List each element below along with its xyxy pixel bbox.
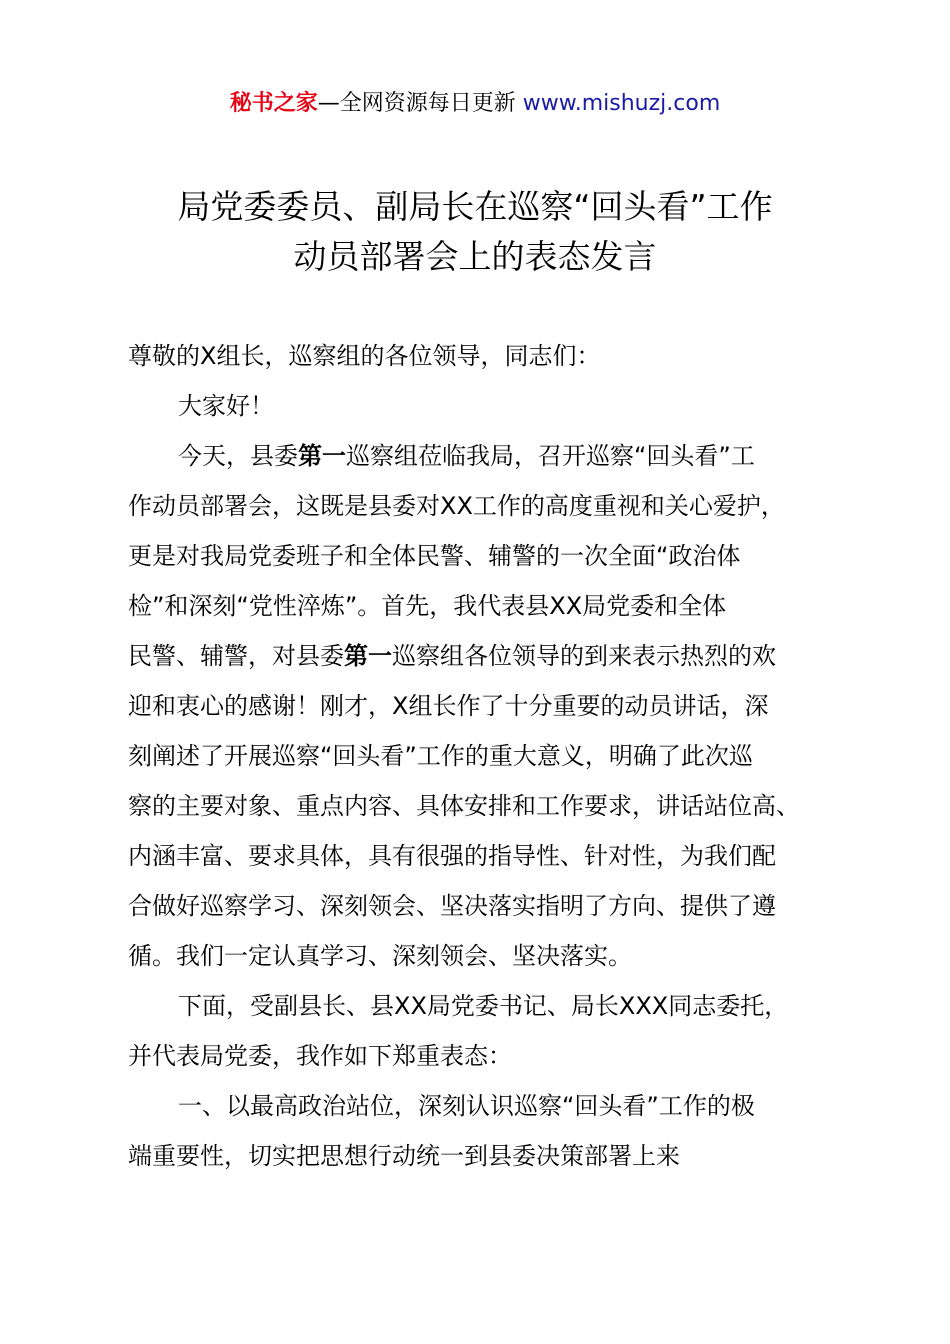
paragraph-line bbox=[128, 431, 860, 481]
bold-text-run: 第一 bbox=[298, 442, 346, 470]
title-line-2: 动员部署会上的表态发言 bbox=[293, 237, 657, 276]
text-run: 巡察组莅临我局，召开巡察“回头看”工 bbox=[346, 442, 755, 470]
header-slogan: —全网资源每日更新 bbox=[317, 91, 523, 116]
text-run: 民警、辅警，对县委 bbox=[128, 642, 344, 670]
title-line-1: 局党委委员、副局长在巡察“回头看”工作 bbox=[177, 187, 773, 226]
site-url-link[interactable]: www.mishuzj.com bbox=[522, 91, 721, 116]
paragraph-line: 作动员部署会，这既是县委对XX工作的高度重视和关心爱护， bbox=[128, 492, 785, 520]
paragraph-line: 内涵丰富、要求具体，具有很强的指导性、针对性，为我们配 bbox=[128, 842, 776, 870]
paragraph-line bbox=[128, 631, 860, 681]
paragraph-line: 刻阐述了开展巡察“回头看”工作的重大意义，明确了此次巡 bbox=[128, 742, 753, 770]
paragraph-line: 检”和深刻“党性淬炼”。首先，我代表县XX局党委和全体 bbox=[128, 592, 727, 620]
paragraph-line: 更是对我局党委班子和全体民警、辅警的一次全面“政治体 bbox=[128, 542, 741, 570]
heading-line: 一、以最高政治站位，深刻认识巡察“回头看”工作的极 bbox=[178, 1092, 755, 1120]
salutation: 尊敬的X组长，巡察组的各位领导，同志们： bbox=[128, 342, 601, 370]
document-title bbox=[0, 182, 950, 282]
text-run: 巡察组各位领导的到来表示热烈的欢 bbox=[392, 642, 776, 670]
paragraph-line: 迎和衷心的感谢！刚才，X组长作了十分重要的动员讲话，深 bbox=[128, 692, 769, 720]
paragraph-2 bbox=[128, 981, 860, 1081]
text-run: 今天，县委 bbox=[178, 442, 298, 470]
site-header bbox=[0, 88, 950, 120]
section-heading-1 bbox=[128, 1081, 860, 1181]
paragraph-line: 下面，受副县长、县XX局党委书记、局长XXX同志委托， bbox=[178, 992, 789, 1020]
paragraph-line: 合做好巡察学习、深刻领会、坚决落实指明了方向、提供了遵 bbox=[128, 892, 776, 920]
heading-line: 端重要性，切实把思想行动统一到县委决策部署上来 bbox=[128, 1142, 680, 1170]
paragraph-line: 并代表局党委，我作如下郑重表态： bbox=[128, 1042, 512, 1070]
document-body bbox=[128, 331, 860, 1181]
brand-name: 秘书之家 bbox=[229, 91, 318, 116]
paragraph-line: 循。我们一定认真学习、深刻领会、坚决落实。 bbox=[128, 942, 632, 970]
paragraph-line: 察的主要对象、重点内容、具体安排和工作要求，讲话站位高、 bbox=[128, 792, 800, 820]
paragraph-1 bbox=[128, 431, 860, 981]
bold-text-run: 第一 bbox=[344, 642, 392, 670]
greeting: 大家好！ bbox=[178, 392, 274, 420]
